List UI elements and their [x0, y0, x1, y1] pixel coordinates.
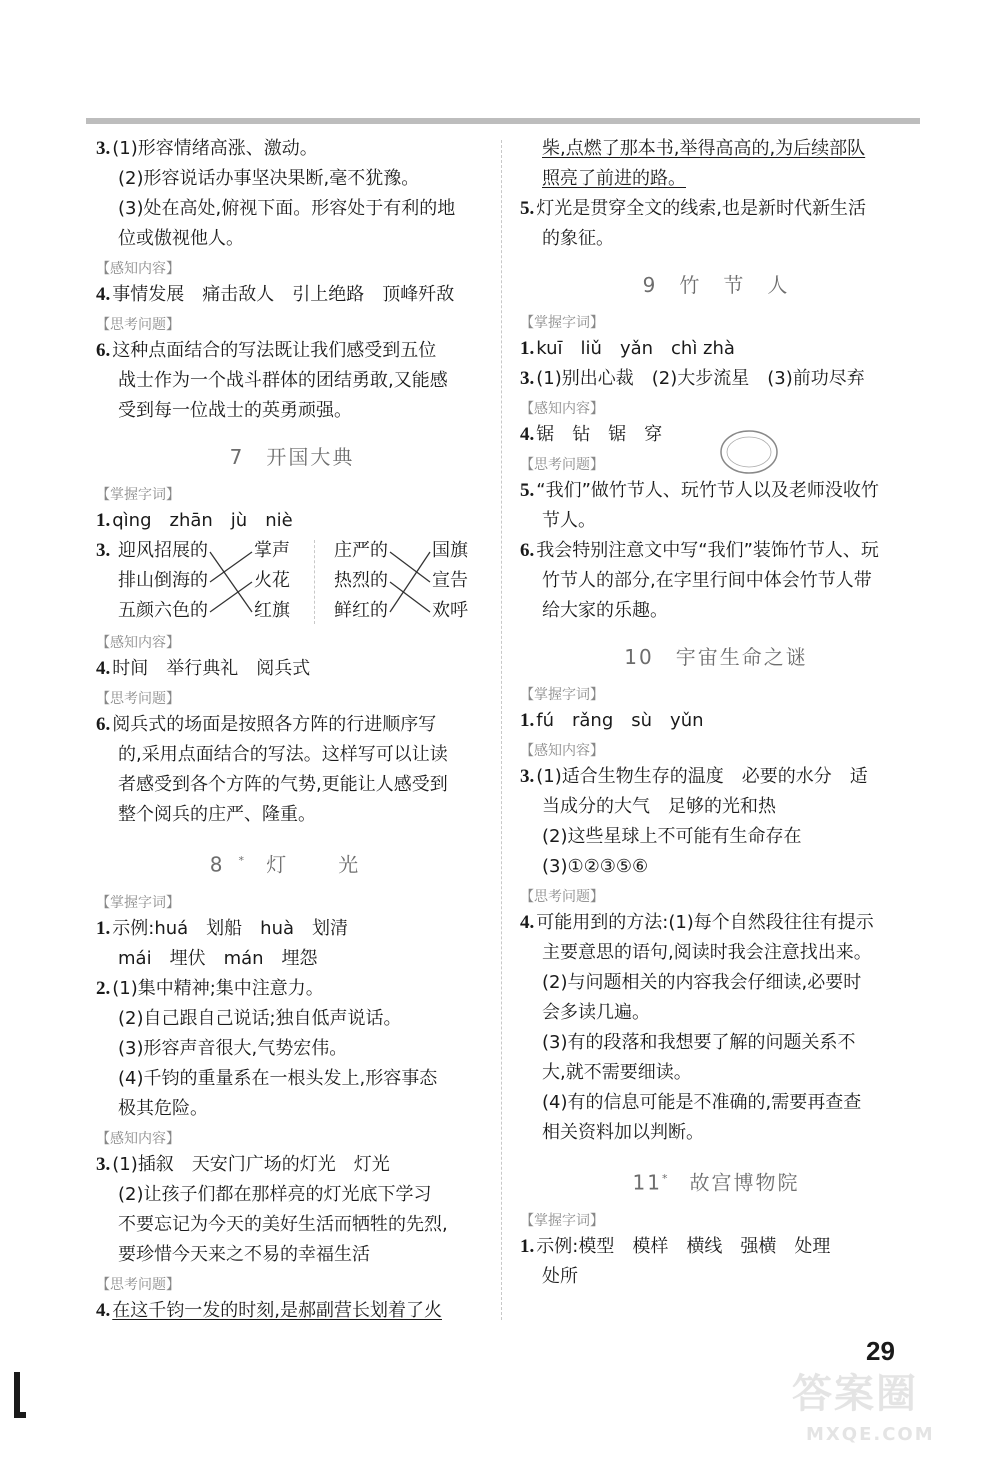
answer-1: 1. fú rǎng sù yǔn — [520, 710, 704, 731]
answer-1: 1. qìng zhān jù niè — [96, 510, 293, 531]
answer-5: 5. 灯光是贯穿全文的线索,也是新时代新生活 — [520, 198, 866, 219]
answer-3: 3. (1)形容情绪高涨、激动。 — [96, 138, 318, 159]
answer-4: 4. 时间 举行典礼 阅兵式 — [96, 658, 311, 679]
answer-line: (3)形容声音很大,气势宏伟。 — [118, 1037, 348, 1059]
answer-line: 位或傲视他人。 — [118, 228, 244, 249]
binding-mark — [14, 1412, 26, 1418]
answer-line: (2)与问题相关的内容我会仔细读,必要时 — [542, 972, 862, 993]
match-line — [210, 552, 252, 612]
answer-5: 5. “我们”做竹节人、玩竹节人以及老师没收竹 — [520, 480, 879, 501]
section-label-think: 【思考问题】 — [520, 889, 604, 905]
answer-line: (3)①②③⑤⑥ — [542, 856, 649, 877]
lesson-title-9: 9 竹 节 人 — [642, 273, 790, 297]
answer-line: 相关资料加以判断。 — [542, 1122, 704, 1143]
section-label-think: 【思考问题】 — [520, 457, 604, 473]
answer-4: 4. 在这千钧一发的时刻,是郝副营长划着了火 — [96, 1299, 442, 1321]
answer-line: (4)千钧的重量系在一根头发上,形容事态 — [118, 1067, 438, 1089]
match-line — [210, 552, 252, 582]
section-label-perceive: 【感知内容】 — [520, 401, 604, 417]
answer-line: 要珍惜今天来之不易的幸福生活 — [118, 1243, 370, 1265]
page-number: 29 — [866, 1336, 895, 1366]
section-label-think: 【思考问题】 — [96, 691, 180, 707]
answer-line: 当成分的大气 足够的光和热 — [542, 796, 776, 817]
answer-line: 受到每一位战士的英勇顽强。 — [118, 400, 352, 421]
answer-3: 3. (1)别出心裁 (2)大步流星 (3)前功尽弃 — [520, 368, 865, 389]
match-line — [390, 552, 430, 612]
answer-line: 整个阅兵的庄严、隆重。 — [118, 804, 316, 825]
lesson-title-7: 7 开国大典 — [229, 445, 355, 469]
lesson-title-10: 10 宇宙生命之谜 — [624, 645, 808, 669]
match-word: 鲜红的 — [334, 600, 388, 621]
answer-3: 3. (1)插叙 天安门广场的灯光 灯光 — [96, 1153, 390, 1175]
matching-exercise — [118, 536, 488, 628]
answer-line: 节人。 — [542, 510, 596, 531]
match-word: 五颜六色的 — [118, 600, 208, 621]
match-word: 热烈的 — [334, 570, 388, 591]
answer-1: 1. 示例:模型 模样 横线 强横 处理 — [520, 1235, 831, 1257]
section-label-perceive: 【感知内容】 — [96, 261, 180, 277]
section-label-think: 【思考问题】 — [96, 317, 180, 333]
column-divider — [501, 140, 502, 1320]
match-word: 火花 — [254, 570, 290, 591]
answer-4: 4. 事情发展 痛击敌人 引上绝路 顶峰歼敌 — [96, 284, 455, 305]
match-word: 迎风招展的 — [118, 540, 208, 561]
answer-line: 战士作为一个战斗群体的团结勇敢,又能感 — [118, 370, 448, 391]
answer-2: 2. (1)集中精神;集中注意力。 — [96, 977, 324, 999]
answer-4: 4. 可能用到的方法:(1)每个自然段往往有提示 — [520, 912, 874, 933]
section-label-perceive: 【感知内容】 — [96, 635, 180, 651]
match-word: 宣告 — [432, 570, 468, 591]
answer-line: (2)让孩子们都在那样亮的灯光底下学习 — [118, 1183, 432, 1205]
lesson-title-8: 8* 灯 光 — [209, 852, 375, 877]
answer-line: 者感受到各个方阵的气势,更能让人感受到 — [118, 774, 448, 795]
answer-3: 3. (1)适合生物生存的温度 必要的水分 适 — [520, 766, 868, 787]
answer-line: (4)有的信息可能是不准确的,需要再查查 — [542, 1092, 862, 1113]
section-label-grasp: 【掌握字词】 — [96, 894, 180, 911]
answer-6: 6. 这种点面结合的写法既让我们感受到五位 — [96, 340, 437, 361]
section-label-perceive: 【感知内容】 — [520, 743, 604, 759]
answer-line: 会多读几遍。 — [542, 1002, 650, 1023]
watermark-url: MXQE.COM — [806, 1424, 935, 1445]
answer-4: 4. 锯 钻 锯 穿 — [520, 424, 663, 445]
answer-1: 1. kuī liǔ yǎn chì zhà — [520, 338, 735, 359]
section-label-think: 【思考问题】 — [96, 1276, 180, 1293]
section-label-grasp: 【掌握字词】 — [96, 487, 180, 503]
answer-line: (2)形容说话办事坚决果断,毫不犹豫。 — [118, 168, 420, 189]
left-column — [96, 134, 488, 1326]
answer-line: 的,采用点面结合的写法。这样写可以让读 — [118, 744, 448, 765]
watermark-logo: 答案圈 — [792, 1371, 918, 1417]
answer-line: 不要忘记为今天的美好生活而牺牲的先烈, — [118, 1213, 448, 1235]
answer-line: 竹节人的部分,在字里行间中体会竹节人带 — [542, 570, 872, 591]
stamp-icon — [718, 428, 780, 476]
answer-6: 6. 我会特别注意文中写“我们”装饰竹节人、玩 — [520, 540, 879, 561]
answer-3-matching: 3. 迎风招展的 排山倒海的 五颜六色的 掌声 火花 红旗 庄严的 热烈的 鲜红的 国旗 宣告 欢呼 — [96, 536, 488, 628]
answer-line: 给大家的乐趣。 — [542, 600, 668, 621]
match-word: 掌声 — [254, 540, 290, 561]
lesson-title-11: 11* 故宫博物院 — [632, 1170, 800, 1195]
match-word: 国旗 — [432, 540, 468, 561]
answer-line: 照亮了前进的路。 — [542, 168, 686, 189]
answer-line: 的象征。 — [542, 228, 614, 249]
section-label-grasp: 【掌握字词】 — [520, 687, 604, 703]
answer-line: 大,就不需要细读。 — [542, 1062, 692, 1083]
match-word: 庄严的 — [334, 540, 388, 561]
answer-line: (2)自己跟自己说话;独自低声说话。 — [118, 1007, 402, 1029]
right-column — [520, 134, 912, 1292]
match-line — [390, 552, 430, 582]
answer-1: 1. 示例:huá 划船 huà 划清 — [96, 917, 349, 939]
answer-line: mái 埋伏 mán 埋怨 — [118, 947, 318, 969]
answer-line: (2)这些星球上不可能有生命存在 — [542, 826, 802, 847]
match-line — [390, 582, 430, 612]
answer-line: 极其危险。 — [118, 1097, 208, 1119]
match-word: 红旗 — [254, 600, 290, 621]
match-line — [210, 582, 252, 612]
answer-line: (3)有的段落和我想要了解的问题关系不 — [542, 1032, 856, 1053]
answer-line: 主要意思的语句,阅读时我会注意找出来。 — [542, 942, 872, 963]
section-label-grasp: 【掌握字词】 — [520, 315, 604, 331]
section-label-grasp: 【掌握字词】 — [520, 1212, 604, 1229]
answer-line: 处所 — [542, 1265, 578, 1287]
answer-line: 柴,点燃了那本书,举得高高的,为后续部队 — [542, 138, 866, 159]
section-label-perceive: 【感知内容】 — [96, 1130, 180, 1147]
match-word: 欢呼 — [432, 600, 468, 621]
answer-6: 6. 阅兵式的场面是按照各方阵的行进顺序写 — [96, 714, 437, 735]
match-word: 排山倒海的 — [118, 570, 208, 591]
matching-lines — [118, 536, 488, 628]
top-rule — [86, 118, 920, 124]
answer-line: (3)处在高处,俯视下面。形容处于有利的地 — [118, 198, 456, 219]
